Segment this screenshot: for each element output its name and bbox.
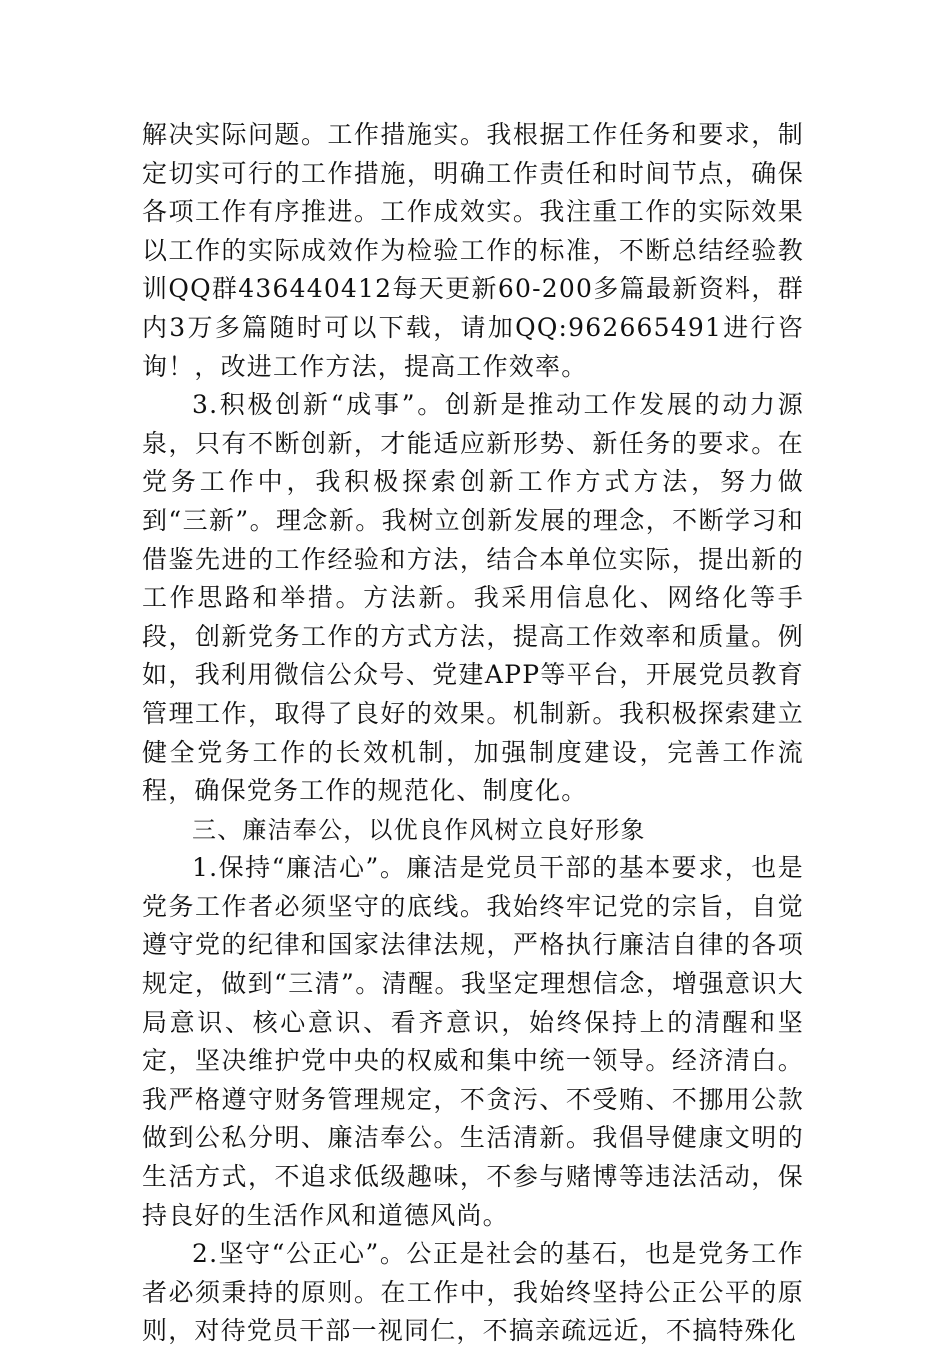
document-page <box>142 116 804 1351</box>
body-paragraph-integrity-heart: 1.保持“廉洁心”。廉洁是党员干部的基本要求，也是党务工作者必须坚守的底线。我始终牢记党的宗旨，自觉遵守党的纪律和国家法律法规，严格执行廉洁自律的各项规定，做到“三清”。清醒。我坚定理想信念，增强意识大局意识、核心意识、看齐意识，始终保持上的清醒和坚定，坚决维护党中央的权威和集中统一领导。经济清白。我严格遵守财务管理规定，不贪污、不受贿、不挪用公款做到公私分明、廉洁奉公。生活清新。我倡导健康文明的生活方式，不追求低级趣味，不参与赌博等违法活动，保持良好的生活作风和道德风尚。 <box>142 853 804 1230</box>
body-paragraph-innovation: 3.积极创新“成事”。创新是推动工作发展的动力源泉，只有不断创新，才能适应新形势、新任务的要求。在党务工作中，我积极探索创新工作方式方法，努力做到“三新”。理念新。我树立创新发展的理念，不断学习和借鉴先进的工作经验和方法，结合本单位实际，提出新的工作思路和举措。方法新。我采用信息化、网络化等手段，创新党务工作的方式方法，提高工作效率和质量。例如，我利用微信公众号、党建APP等平台，开展党员教育管理工作，取得了良好的效果。机制新。我积极探索建立健全党务工作的长效机制，加强制度建设，完善工作流程，确保党务工作的规范化、制度化。 <box>142 390 804 806</box>
section-heading-integrity: 三、廉洁奉公，以优良作风树立良好形象 <box>192 815 646 844</box>
body-paragraph-fairness-heart: 2.坚守“公正心”。公正是社会的基石，也是党务工作者必须秉持的原则。在工作中，我始终坚持公正公平的原则，对待党员干部一视同仁，不搞亲疏远近，不搞特殊化 <box>142 1239 804 1346</box>
body-paragraph-continuation: 解决实际问题。工作措施实。我根据工作任务和要求，制定切实可行的工作措施，明确工作责任和时间节点，确保各项工作有序推进。工作成效实。我注重工作的实际效果以工作的实际成效作为检验工作的标准，不断总结经验教训QQ群436440412每天更新60-200多篇最新资料，群内3万多篇随时可以下载，请加QQ:962665491进行咨询！，改进工作方法，提高工作效率。 <box>142 120 804 381</box>
